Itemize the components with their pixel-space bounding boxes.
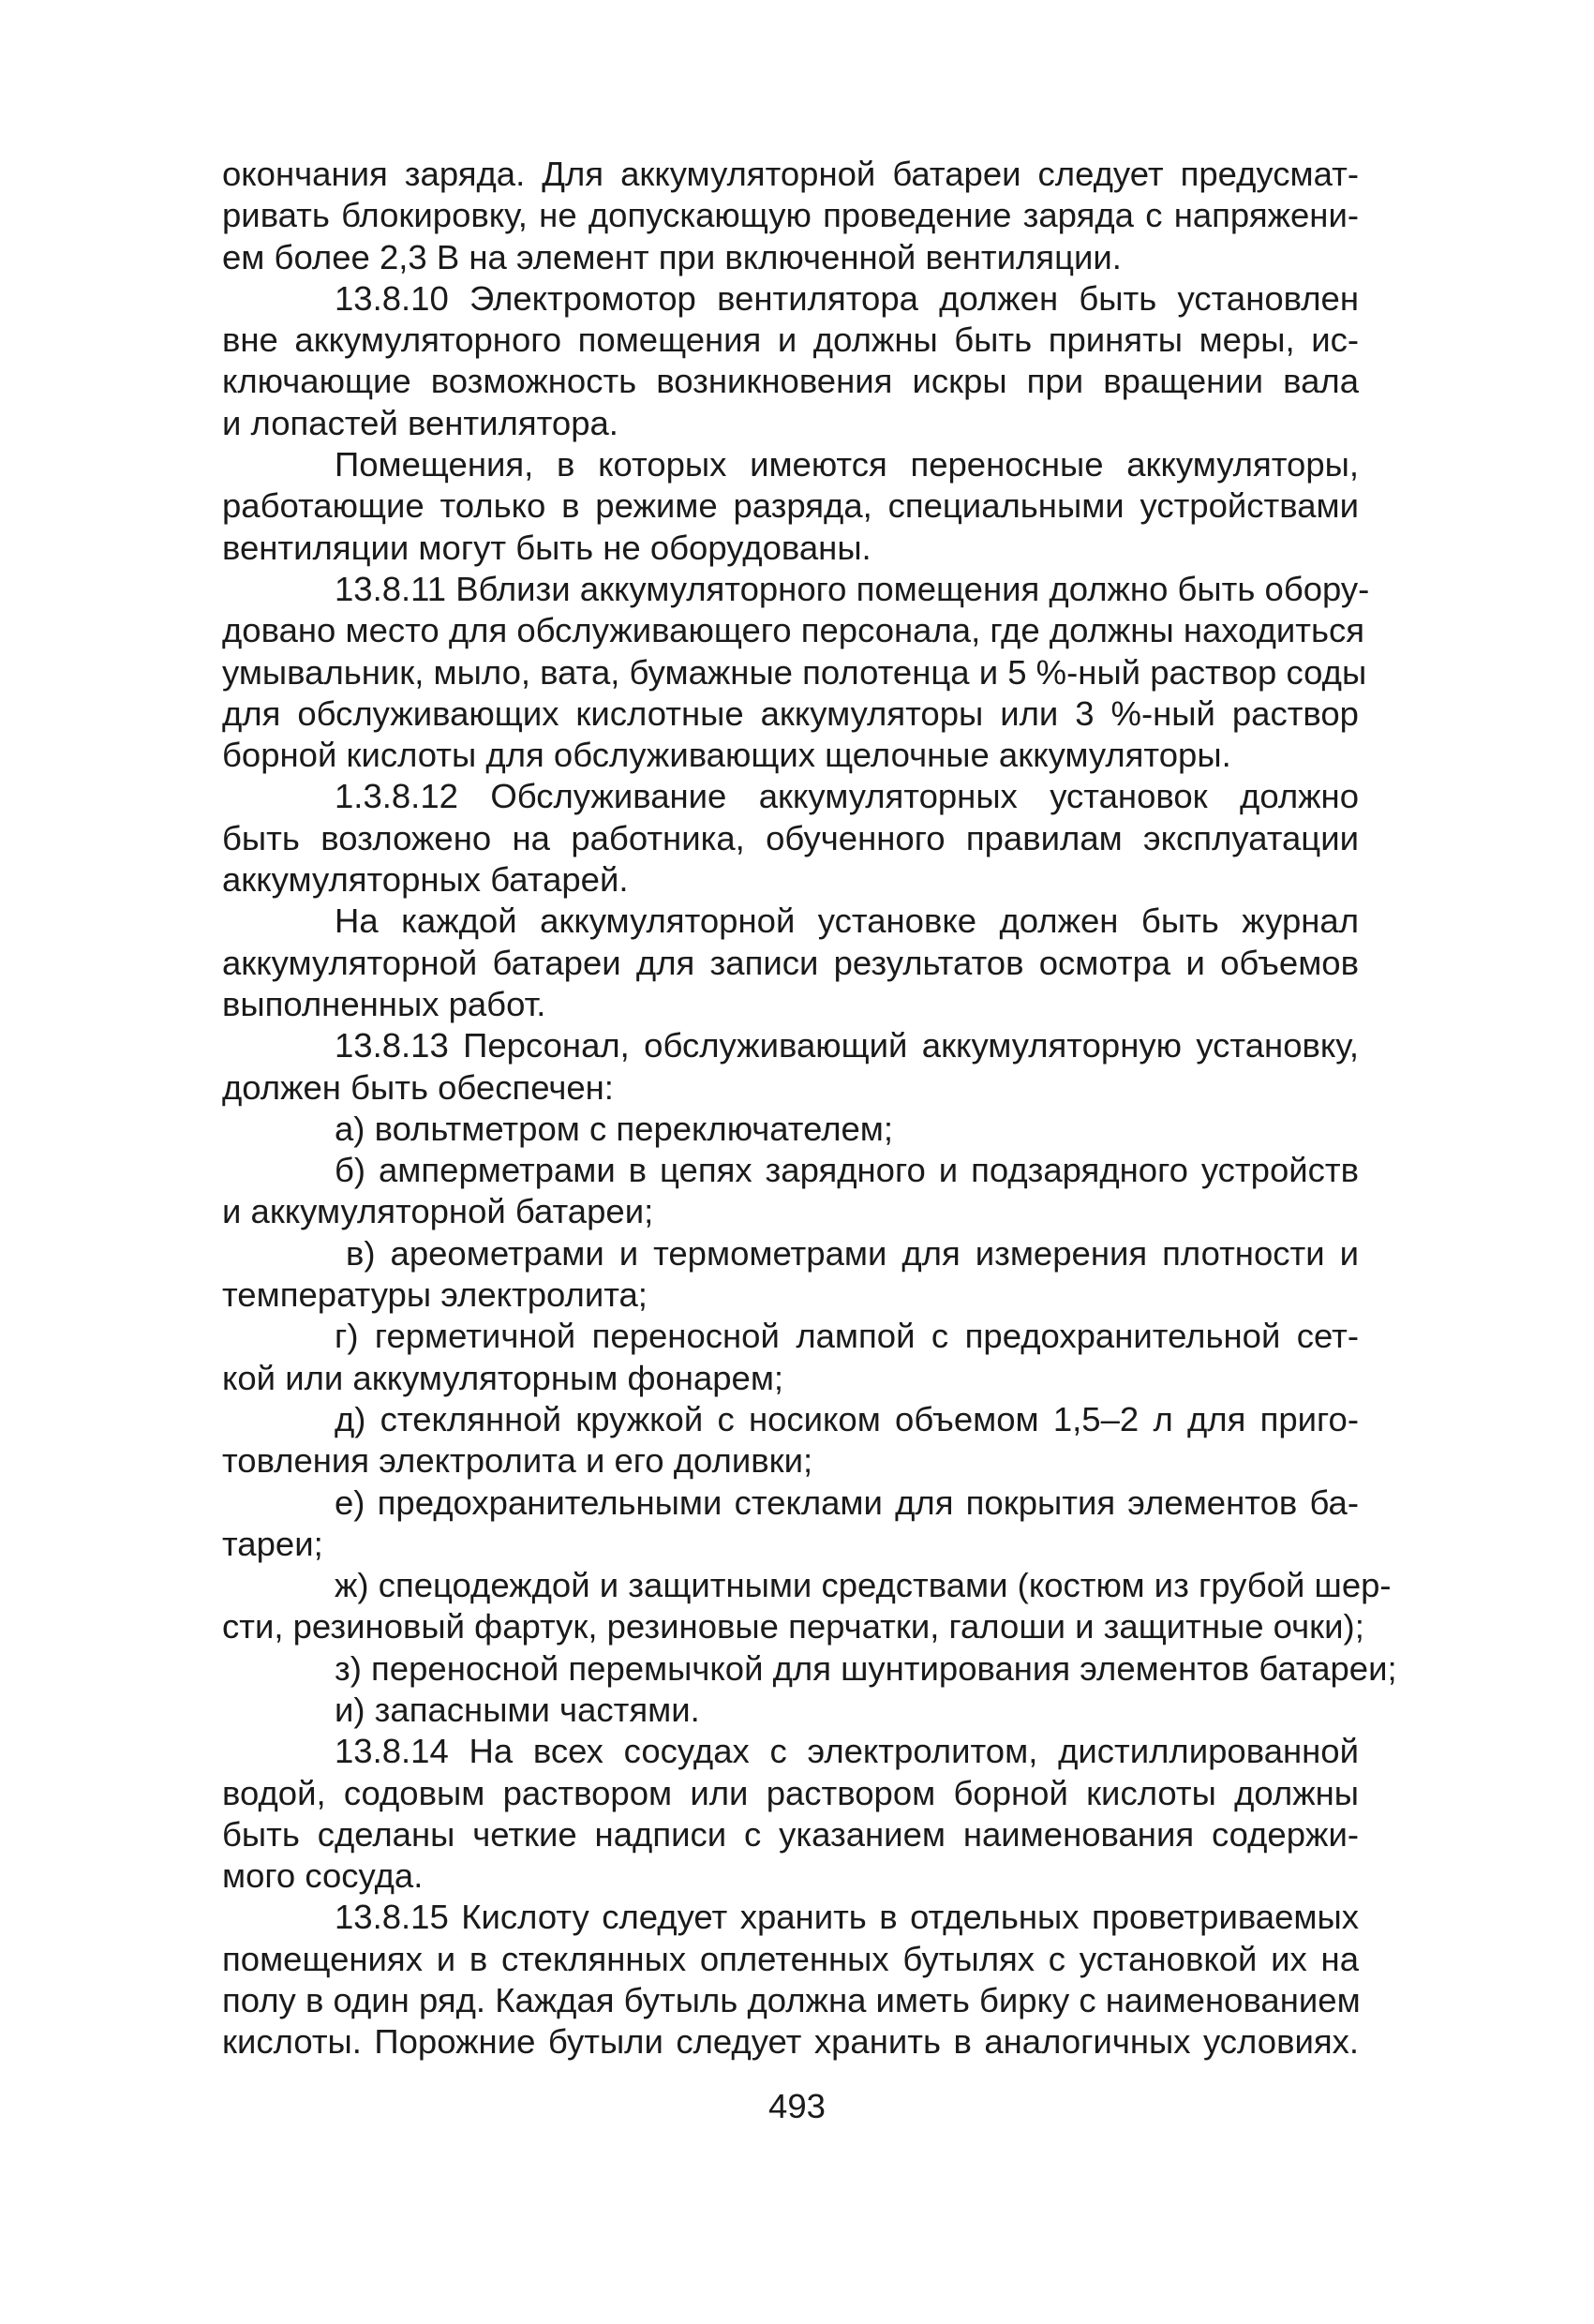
- text-line: и аккумуляторной батареи;: [222, 1192, 654, 1231]
- text-line: 13.8.11 Вблизи аккумуляторного помещения должно быть обору-: [335, 569, 1370, 608]
- text-line: кой или аккумуляторным фонарем;: [222, 1358, 784, 1397]
- text-line: вентиляции могут быть не оборудованы.: [222, 528, 871, 567]
- text-line: довано место для обслуживающего персонала, где должны находиться: [222, 611, 1365, 650]
- text-line: должен быть обеспечен:: [222, 1067, 614, 1107]
- text-line: ривать блокировку, не допускающую проведение заряда с напряжени-: [222, 196, 1359, 235]
- text-line: вне аккумуляторного помещения и должны быть приняты меры, ис-: [222, 320, 1359, 360]
- text-line: а) вольтметром с переключателем;: [335, 1109, 894, 1148]
- text-line: б) амперметрами в цепях зарядного и подзарядного устройств: [335, 1151, 1359, 1190]
- text-line: борной кислоты для обслуживающих щелочные аккумуляторы.: [222, 736, 1231, 775]
- page-number: 493: [768, 2087, 826, 2125]
- text-line: сти, резиновый фартук, резиновые перчатки, галоши и защитные очки);: [222, 1607, 1364, 1646]
- text-line: г) герметичной переносной лампой с предохранительной сет-: [335, 1317, 1359, 1356]
- text-line: и лопастей вентилятора.: [222, 403, 618, 442]
- text-line: аккумуляторной батареи для записи результатов осмотра и объемов: [222, 943, 1359, 982]
- text-line: На каждой аккумуляторной установке должен быть журнал: [335, 901, 1359, 941]
- text-line: быть сделаны четкие надписи с указанием наименования содержи-: [222, 1814, 1359, 1854]
- text-line: работающие только в режиме разряда, специальными устройствами: [222, 486, 1359, 526]
- text-line: товления электролита и его доливки;: [222, 1441, 813, 1481]
- text-line: выполненных работ.: [222, 984, 546, 1023]
- text-line: аккумуляторных батарей.: [222, 860, 629, 900]
- text-line: е) предохранительными стеклами для покрытия элементов ба-: [335, 1482, 1359, 1522]
- text-line: умывальник, мыло, вата, бумажные полотенца и 5 %-ный раствор соды: [222, 652, 1367, 692]
- text-line: для обслуживающих кислотные аккумуляторы или 3 %-ный раствор: [222, 693, 1359, 733]
- text-line: ж) спецодеждой и защитными средствами (костюм из грубой шер-: [335, 1566, 1392, 1605]
- text-line: кислоты. Порожние бутыли следует хранить в аналогичных условиях.: [222, 2022, 1359, 2062]
- text-line: ключающие возможность возникновения искры при вращении вала: [222, 362, 1359, 401]
- text-line: мого сосуда.: [222, 1856, 424, 1896]
- text-line: ем более 2,3 В на элемент при включенной вентиляции.: [222, 237, 1122, 276]
- text-line: 13.8.15 Кислоту следует хранить в отдельных проветриваемых: [335, 1898, 1359, 1937]
- text-line: з) переносной перемычкой для шунтирования элементов батареи;: [335, 1648, 1397, 1688]
- text-line: водой, содовым раствором или раствором борной кислоты должны: [222, 1773, 1359, 1812]
- text-line: полу в один ряд. Каждая бутыль должна иметь бирку с наименованием: [222, 1981, 1361, 2020]
- text-line: Помещения, в которых имеются переносные аккумуляторы,: [335, 445, 1359, 484]
- page-body: [222, 154, 1397, 2063]
- text-line: в) ареометрами и термометрами для измерения плотности и: [346, 1233, 1359, 1273]
- text-line: тареи;: [222, 1524, 323, 1563]
- text-line: 13.8.13 Персонал, обслуживающий аккумуляторную установку,: [335, 1026, 1359, 1065]
- text-line: д) стеклянной кружкой с носиком объемом 1,5–2 л для приго-: [335, 1399, 1359, 1438]
- text-line: быть возложено на работника, обученного правилам эксплуатации: [222, 818, 1359, 857]
- text-line: и) запасными частями.: [335, 1690, 700, 1729]
- text-line: 1.3.8.12 Обслуживание аккумуляторных установок должно: [335, 777, 1359, 816]
- text-line: 13.8.14 На всех сосудах с электролитом, дистиллированной: [335, 1732, 1359, 1771]
- text-line: окончания заряда. Для аккумуляторной батареи следует предусмат-: [222, 155, 1359, 193]
- text-line: 13.8.10 Электромотор вентилятора должен быть установлен: [335, 278, 1359, 318]
- text-line: помещениях и в стеклянных оплетенных бутылях с установкой их на: [222, 1939, 1359, 1978]
- text-line: температуры электролита;: [222, 1275, 648, 1315]
